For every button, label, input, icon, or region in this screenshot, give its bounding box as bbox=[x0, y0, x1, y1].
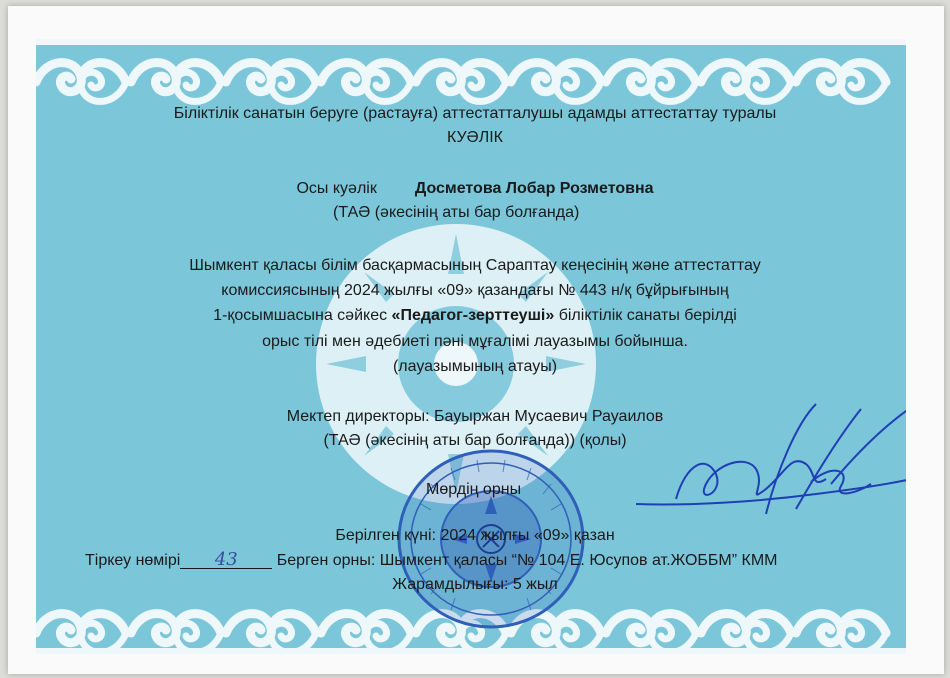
position-line: орыс тілі мен әдебиеті пәні мұғалімі лауазымы бойынша. bbox=[262, 333, 688, 350]
certificate-header: Біліктілік санатын беруге (растауға) аттестатталушы адамды аттестаттау туралы bbox=[173, 105, 777, 122]
issued-date: Берілген күні: 2024 жылғы «09» қазан bbox=[335, 527, 615, 544]
position-caption: (лауазымының атауы) bbox=[392, 358, 558, 375]
holder-name: Досметова Лобар Розметовна bbox=[414, 180, 654, 197]
director-caption: (ТАӘ (әкесінің аты бар болғанда)) (қолы) bbox=[323, 432, 627, 449]
body-line-1: Шымкент қаласы білім басқармасының Сараптау кеңесінің және аттестаттау bbox=[189, 257, 761, 274]
holder-line bbox=[0, 180, 950, 198]
holder-caption: (ТАӘ (әкесінің аты бар болғанда) bbox=[333, 204, 580, 221]
body-line-3 bbox=[0, 307, 950, 325]
issuer: Берген орны: Шымкент қаласы “№ 104 Е. Юсупов ат.ЖОББМ” КММ bbox=[276, 552, 778, 569]
body-line-2: комиссиясының 2024 жылғы «09» қазандағы № 443 н/қ бұйрығының bbox=[221, 282, 729, 299]
validity: Жарамдылығы: 5 жыл bbox=[392, 576, 558, 593]
body-line-3-end: біліктілік санаты берілді bbox=[554, 307, 737, 324]
certificate-title: КУӘЛІК bbox=[447, 129, 503, 146]
seal-place-label: Мөрдің орны bbox=[426, 481, 522, 498]
qualification-category: «Педагог-зерттеуші» bbox=[391, 307, 555, 324]
top-ornament-border bbox=[36, 39, 906, 109]
holder-prefix: Осы куәлік bbox=[296, 180, 377, 197]
body-line-3-start: 1-қосымшасына сәйкес bbox=[213, 307, 392, 324]
director-line: Мектеп директоры: Бауыржан Мусаевич Рауаилов bbox=[286, 408, 664, 425]
registration-label: Тіркеу нөмірі bbox=[85, 552, 181, 569]
registration-line bbox=[85, 549, 778, 570]
registration-number: 43 bbox=[180, 552, 272, 569]
